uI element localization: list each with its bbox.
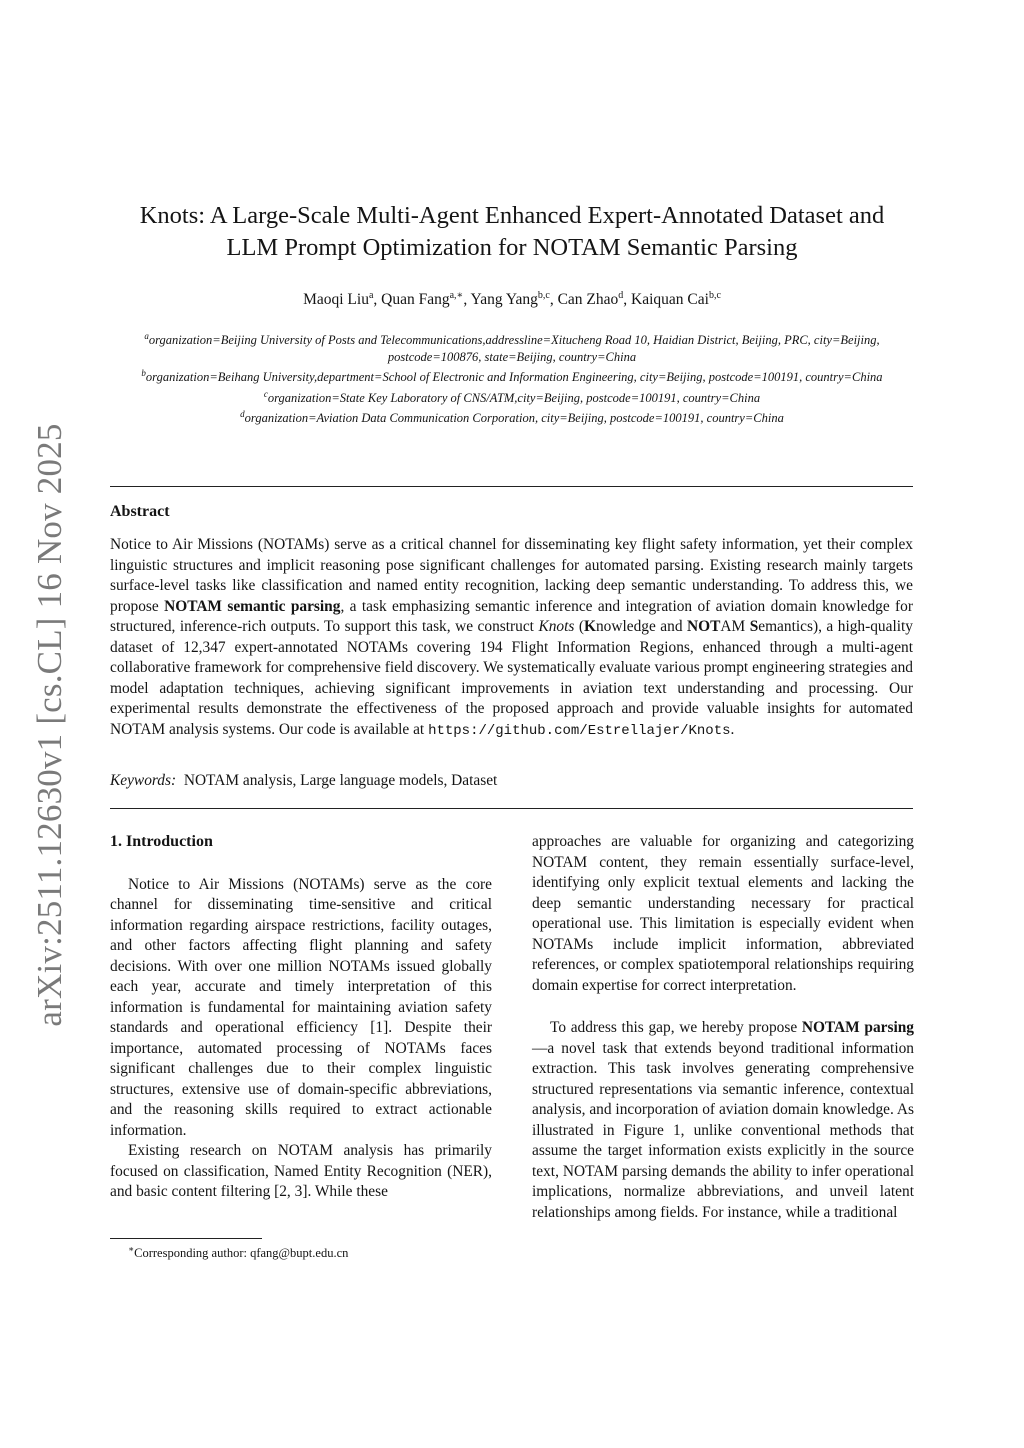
- affiliation-text: organization=Beijing University of Posts and Telecommunications,addressline=Xitucheng Road 10, Haidian District, Beijing, PRC, city=Beijing, postcode=100876, state=Beijing, country=China: [148, 333, 880, 364]
- author-affiliation-marker: d: [618, 290, 624, 301]
- keywords-line: [110, 772, 497, 790]
- affiliation-item: [140, 406, 884, 427]
- paragraph-segment: —a novel task that extends beyond traditional information extraction. This task involves generating comprehensive structured representations via semantic inference, contextual analysis, and incorporation of aviation domain knowledge. As illustrated in Figure 1, unlike conventional methods that assume the target information exists explicitly in the source text, NOTAM parsing demands the ability to infer operational implications, normalize abbreviations, and unveil latent relationships among fields. For instance, while a traditional: [532, 1039, 914, 1221]
- dataset-name-italic: Knots: [538, 618, 575, 635]
- affiliation-text: organization=State Key Laboratory of CNS/ATM,city=Beijing, postcode=100191, country=China: [267, 390, 761, 405]
- author-list: [112, 290, 912, 309]
- paper-title: [112, 200, 912, 264]
- affiliation-text: organization=Beihang University,department=School of Electronic and Information Engineering, city=Beijing, postcode=100191, country=China: [145, 370, 883, 385]
- affiliation-item: [140, 365, 884, 386]
- abstract-segment: , a task emphasizing semantic inference and integration of aviation domain knowledge for structured, inference-rich outputs. To support this task, we construct: [110, 597, 914, 635]
- affiliation-text: organization=Aviation Data Communication Corporation, city=Beijing, postcode=100191, country=China: [244, 411, 784, 426]
- author-affiliation-marker: b,c: [537, 290, 550, 301]
- author-affiliation-marker: b,c: [708, 290, 721, 301]
- author-separator: ,: [373, 291, 382, 309]
- author-name: Maoqi Liu: [303, 291, 369, 309]
- abstract-top-rule: [110, 486, 913, 487]
- author-name: Yang Yang: [470, 291, 538, 309]
- author-affiliation-marker: a: [368, 290, 374, 301]
- acronym-letter: NOT: [687, 618, 721, 635]
- abstract-segment: Notice to Air Missions (NOTAMs) serve as a critical channel for disseminating key flight safety information, yet their complex linguistic structures and implicit reasoning pose significant challenges for automated parsing. Existing research mainly targets surface-level tasks like classification and named entity recognition, lacking deep semantic understanding. To address this, we propose: [110, 536, 913, 615]
- title-line-2: LLM Prompt Optimization for NOTAM Semantic Parsing: [226, 234, 798, 261]
- abstract-segment: AM: [720, 618, 750, 635]
- author-name: Quan Fang: [381, 291, 450, 309]
- footnote-rule: [110, 1238, 262, 1239]
- keywords-text: NOTAM analysis, Large language models, Dataset: [183, 772, 498, 789]
- author-separator: ,: [549, 291, 558, 309]
- body-paragraph: [532, 1018, 914, 1223]
- abstract-segment: nowledge and: [595, 618, 688, 635]
- abstract-text: [110, 535, 913, 741]
- affiliation-marker: b: [141, 368, 146, 379]
- section-heading-introduction: 1. Introduction: [110, 833, 213, 850]
- abstract-heading: Abstract: [110, 503, 170, 520]
- code-repository-link[interactable]: https://github.com/Estrellajer/Knots: [428, 722, 731, 739]
- abstract-bottom-rule: [110, 808, 913, 809]
- affiliation-marker: a: [144, 331, 149, 341]
- affiliation-item: [140, 386, 884, 407]
- footnote-text: Corresponding author: qfang@bupt.edu.cn: [134, 1246, 349, 1261]
- keywords-label: Keywords:: [110, 772, 177, 789]
- author-name: Can Zhao: [557, 291, 619, 309]
- acronym-letter: S: [749, 618, 759, 635]
- affiliation-item: [140, 328, 884, 365]
- footnote: [128, 1244, 348, 1261]
- abstract-segment: emantics), a high-quality dataset of 12,347 expert-annotated NOTAMs covering 194 Flight Information Regions, enhanced through a multi-agent collaborative framework for comprehensive field discovery. We systematically evaluate various prompt engineering strategies and model adaptation techniques, achieving significant improvements in aviation text understanding and processing. Our experimental results demonstrate the effectiveness of the proposed approach and provide valuable insights for automated NOTAM analysis systems. Our code is available at: [110, 618, 913, 738]
- body-paragraph: Existing research on NOTAM analysis has primarily focused on classification, Named Entity Recognition (NER), and basic content filtering [2, 3]. While these: [110, 1142, 492, 1200]
- paragraph-segment: To address this gap, we hereby propose: [550, 1019, 802, 1036]
- author-name: Kaiquan Cai: [631, 291, 709, 309]
- affiliation-list: [140, 328, 884, 427]
- body-paragraph: Notice to Air Missions (NOTAMs) serve as the core channel for disseminating time-sensitive and critical information regarding airspace restrictions, facility outages, and other factors affecting flight planning and safety decisions. With over one million NOTAMs issued globally each year, accurate and timely interpretation of this information is fundamental for maintaining aviation safety standards and operational efficiency [1]. Despite their importance, automated processing of NOTAMs faces significant challenges due to their complex linguistic structures, extensive use of domain-specific abbreviations, and the reasoning skills required to extract actionable information.: [110, 875, 492, 1139]
- bold-term: NOTAM parsing: [801, 1019, 914, 1036]
- abstract-segment: .: [730, 720, 735, 738]
- body-paragraph: approaches are valuable for organizing and categorizing NOTAM content, they remain essentially surface-level, identifying only explicit textual elements and lacking the deep semantic understanding necessary for practical operational use. This limitation is especially evident when NOTAMs include implicit information, abbreviated references, or complex spatiotemporal relationships requiring domain expertise for correct interpretation.: [532, 833, 914, 994]
- footnote-marker: ∗: [128, 1244, 135, 1254]
- arxiv-identifier-stamp: arXiv:2511.12630v1 [cs.CL] 16 Nov 2025: [30, 423, 69, 1027]
- affiliation-marker: c: [263, 388, 268, 399]
- affiliation-marker: d: [240, 409, 245, 420]
- author-separator: ,: [463, 291, 471, 309]
- left-column: [110, 832, 492, 1203]
- acronym-letter: K: [584, 618, 596, 635]
- title-line-1: Knots: A Large-Scale Multi-Agent Enhanced Expert-Annotated Dataset and: [139, 202, 885, 229]
- author-affiliation-marker: a,∗: [449, 290, 464, 301]
- abstract-bold-term: NOTAM semantic parsing: [164, 597, 341, 615]
- abstract-segment: (: [574, 618, 584, 635]
- right-column: [532, 832, 914, 1223]
- author-separator: ,: [623, 291, 632, 309]
